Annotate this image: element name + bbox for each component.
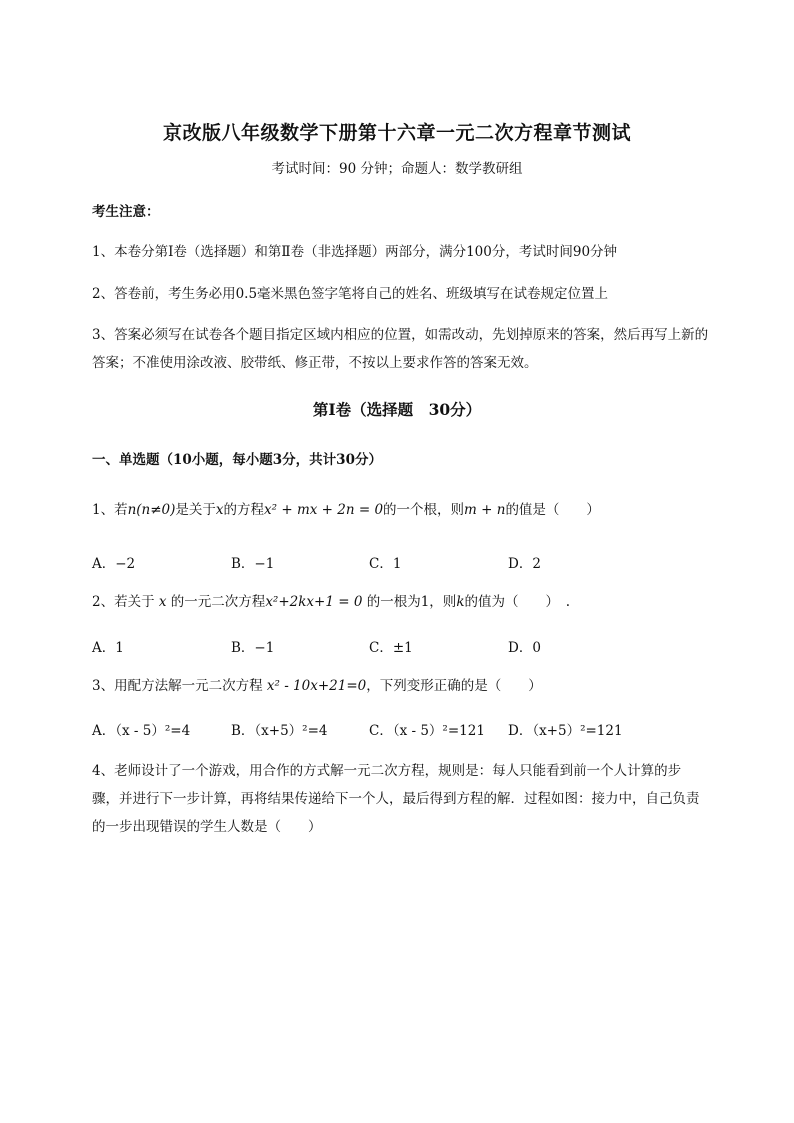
option-b[interactable]: B．（x+5）²=4 <box>231 723 328 739</box>
option-a[interactable]: A．（x - 5）²=4 <box>92 723 191 739</box>
option-d[interactable]: D．2 <box>508 556 541 572</box>
q3-text: ，下列变形正确的是（ ） <box>366 678 542 694</box>
question-2-stem <box>92 588 712 616</box>
q2-math-equation: x²+2kx+1 = 0 <box>265 594 363 610</box>
q2-math-x: x <box>158 594 167 610</box>
option-c[interactable]: C．1 <box>369 556 402 572</box>
option-b[interactable]: B．−1 <box>231 640 275 656</box>
q1-text: 的一个根，则 <box>383 502 465 518</box>
question-4-stem: 4、老师设计了一个游戏，用合作的方式解一元二次方程，规则是：每人只能看到前一个人计算的步骤，并进行下一步计算，再将结果传递给下一个人，最后得到方程的解．过程如图：接力中，自己负责的一步出现错误的学生人数是（ ） <box>92 763 700 835</box>
option-c[interactable]: C．（x - 5）²=121 <box>369 723 485 739</box>
q2-text: 的值为（ ） . <box>464 594 571 610</box>
q2-text: 的一元二次方程 <box>166 594 266 610</box>
q2-math-k: k <box>456 594 465 610</box>
option-d[interactable]: D．0 <box>508 640 541 656</box>
q2-text: 的一根为1，则 <box>362 594 457 610</box>
exam-subtitle: 考试时间：90 分钟；命题人：数学教研组 <box>271 161 523 177</box>
option-c[interactable]: C．±1 <box>369 640 413 656</box>
exam-title: 京改版八年级数学下册第十六章一元二次方程章节测试 <box>162 122 631 144</box>
section-title: 第I卷（选择题 30分） <box>312 400 482 419</box>
q3-text: 3、用配方法解一元二次方程 <box>92 678 267 694</box>
option-a[interactable]: A．−2 <box>92 556 136 572</box>
question-1-stem <box>92 496 712 524</box>
notice-item-2: 2、答卷前，考生务必用0.5毫米黑色签字笔将自己的姓名、班级填写在试卷规定位置上 <box>92 286 609 302</box>
q1-text: 的值是（ ） <box>505 502 600 518</box>
q3-math-equation: x² - 10x+21=0 <box>266 678 367 694</box>
q1-text: 1、若 <box>92 502 128 518</box>
q1-math-n: n(n≠0) <box>127 502 176 518</box>
option-b[interactable]: B．−1 <box>231 556 275 572</box>
part-heading: 一、单选题（10小题，每小题3分，共计30分） <box>92 452 382 468</box>
q1-math-sum: m + n <box>464 502 506 518</box>
q1-text: 的方程 <box>223 502 265 518</box>
q1-text: 是关于 <box>175 502 216 518</box>
notice-item-1: 1、本卷分第I卷（选择题）和第Ⅱ卷（非选择题）两部分，满分100分，考试时间90分钟 <box>92 244 618 260</box>
option-a[interactable]: A．1 <box>92 640 124 656</box>
q2-text: 2、若关于 <box>92 594 159 610</box>
q1-math-x: x <box>215 502 224 518</box>
question-3-stem <box>92 672 712 700</box>
notice-item-3: 3、答案必须写在试卷各个题目指定区域内相应的位置，如需改动，先划掉原来的答案，然后再写上新的答案；不准使用涂改液、胶带纸、修正带，不按以上要求作答的答案无效。 <box>92 327 709 371</box>
option-d[interactable]: D．（x+5）²=121 <box>508 723 623 739</box>
q1-math-equation: x² + mx + 2n = 0 <box>264 502 384 518</box>
notice-heading: 考生注意： <box>92 204 160 220</box>
